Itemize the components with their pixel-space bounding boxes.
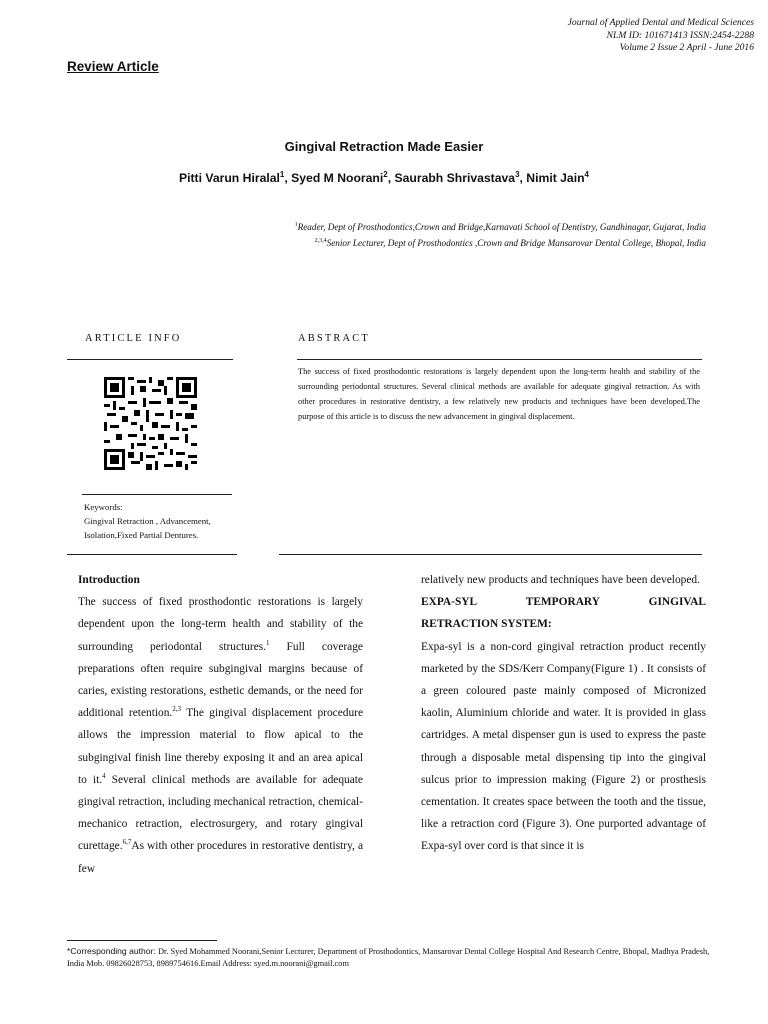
divider (297, 359, 702, 360)
author-sup: 4 (584, 170, 589, 179)
keywords-line: Gingival Retraction , Advancement, (84, 516, 211, 526)
author-sup: 1 (279, 170, 285, 179)
divider (67, 554, 237, 555)
body-column-left (78, 569, 363, 880)
journal-ids: NLM ID: 101671413 ISSN:2454-2288 (606, 29, 754, 41)
author-name: Nimit Jain (526, 171, 585, 186)
keywords-block (84, 500, 211, 542)
divider (67, 940, 217, 941)
journal-volume: Volume 2 Issue 2 April - June 2016 (619, 42, 754, 53)
author-name: Pitti Varun Hiralal (178, 171, 280, 186)
affiliations (295, 218, 706, 250)
section-heading-introduction: Introduction (78, 574, 140, 586)
body-paragraph: relatively new products and techniques have been developed. (421, 574, 700, 586)
affiliation-line: $^{2,3,4}$Senior Lecturer, Dept of Prosthodontics ,Crown and Bridge Mansarovar Dental College, Bhopal, India (314, 238, 706, 249)
divider (67, 359, 233, 360)
author-name: Saurabh Shrivastava (394, 171, 516, 186)
journal-name: Journal of Applied Dental and Medical Sciences (567, 17, 754, 28)
section-heading-line: RETRACTION SYSTEM: (421, 618, 552, 631)
author-sup: 3 (515, 170, 520, 179)
article-type-label: Review Article (67, 59, 159, 74)
body-paragraph: Expa-syl is a non-cord gingival retraction product recently marketed by the SDS/Kerr Company(Figure 1) . It consists of a green coloured paste mainly composed of Micronized kaolin, Aluminium chloride and water. It is provided in glass cartridges. A metal dispenser gun is used to express the paste through a disposable metal dispensing tip into the gingival sulcus prior to impression making (Figure 2) or prosthesis cementation. It creates space between the tooth and the tissue, like a retraction cord (Figure 3). One purported advantage of Expa-syl over cord is that since it is (421, 640, 706, 853)
keywords-label: Keywords: (84, 502, 123, 512)
qr-code-icon (104, 377, 197, 470)
footnote-text: Dr. Syed Mohammed Noorani,Senior Lecturer, Department of Prosthodontics, Mansarovar Dental College Hospital And Research Centre, Bhopal, Madhya Pradesh, India Mob. 09826028753, 8989754616.Email Address: syed.m.noorani@gmail.com (67, 947, 710, 968)
abstract-text: The success of fixed prosthodontic restorations is largely dependent upon the long-term health and stability of the surrounding periodontal structures. Several clinical methods are available for adequate gingival retraction. As with other procedures in restorative dentistry, a few relatively new products and techniques have been developed.The purpose of this article is to discuss the new advancement in gingival displacement. (298, 367, 700, 421)
body-column-right (421, 569, 706, 858)
author-list: Pitti Varun Hiralal$^1$, Syed M Noorani$^2$, Saurabh Shrivastava$^3$, Nimit Jain$^4$ (178, 170, 589, 186)
article-info-heading: ARTICLE INFO (85, 333, 182, 344)
divider (82, 494, 232, 495)
abstract-heading: ABSTRACT (298, 333, 370, 344)
journal-header (568, 17, 754, 55)
affiliation-line: $^1$Reader, Dept of Prosthodontics,Crown and Bridge,Karnavati School of Dentistry, Gandhinagar, Gujarat, India (294, 222, 706, 233)
section-heading-expa-syl: EXPA-SYL TEMPORARY GINGIVAL (421, 596, 706, 609)
citation: 4 (102, 772, 106, 781)
footnote-label: *Corresponding author: (67, 946, 156, 956)
author-name: Syed M Noorani (291, 171, 384, 186)
citation: 1 (266, 638, 270, 647)
author-sup: 2 (383, 170, 388, 179)
keywords-line: Isolation,Fixed Partial Dentures. (84, 530, 199, 540)
article-title: Gingival Retraction Made Easier (284, 139, 484, 154)
citation: 2,3 (172, 705, 182, 714)
corresponding-author-footnote (67, 945, 717, 970)
citation: 6,7 (122, 838, 132, 847)
body-paragraph: The success of fixed prosthodontic restorations is largely dependent upon the long-term health and stability of the surrounding periodontal structures.$^1$ Full coverage preparations often require subgingival margins because of caries, existing restorations, esthetic demands, or the need for additional retention.$^{2,3}$ The gingival displacement procedure allows the impression material to flow apical to the subgingival finish line thereby exposing it and an area apical to it.$^4$ Several clinical methods are available for adequate gingival retraction, including mechanical retraction, chemical-mechanico retraction, electrosurgery, and rotary gingival curettage.$^{6,7}$As with other procedures in restorative dentistry, a few (78, 596, 363, 875)
divider (279, 554, 702, 555)
